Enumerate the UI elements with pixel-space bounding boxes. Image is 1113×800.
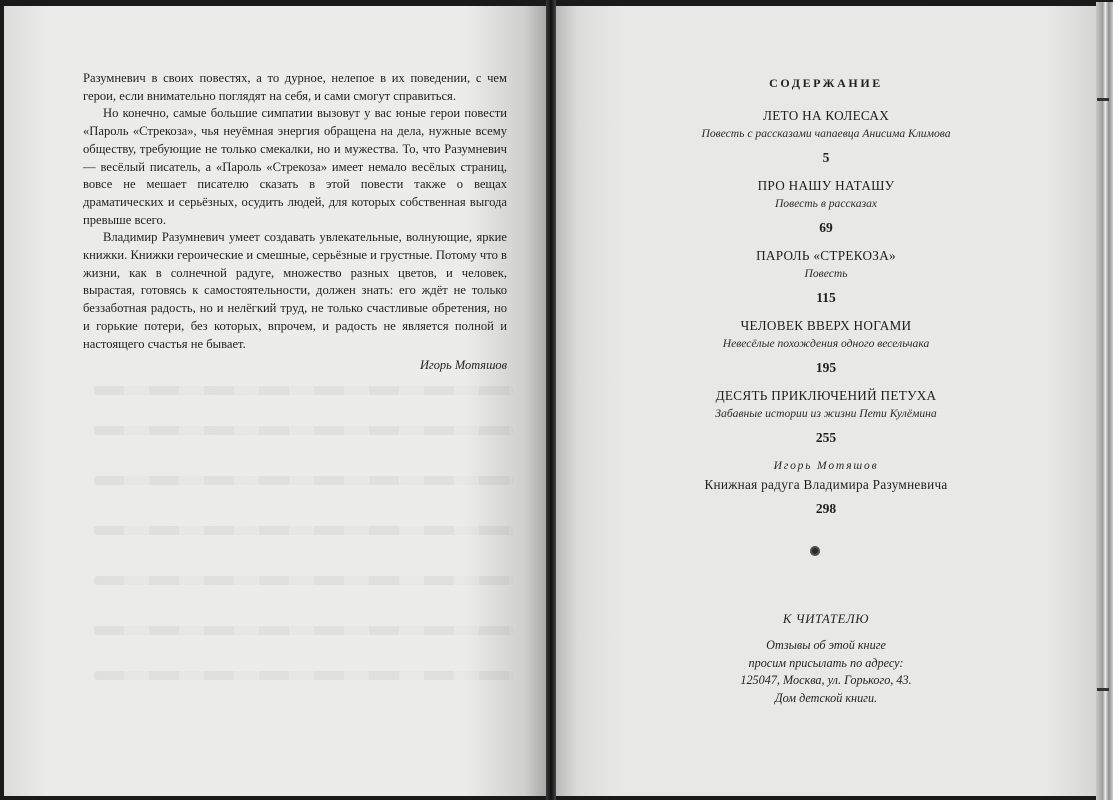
- reader-note-line: Отзывы об этой книге: [766, 638, 886, 652]
- toc-entry-subtitle: Повесть: [804, 267, 848, 280]
- page-edge: [1096, 2, 1113, 800]
- show-through-line: [94, 476, 514, 485]
- reader-note-line: Дом детской книги.: [774, 690, 878, 705]
- table-of-contents: [556, 0, 1096, 800]
- toc-entry-author: Игорь Мотяшов: [773, 459, 879, 472]
- toc-entry: [556, 108, 1096, 166]
- toc-entry-subtitle: Невесёлые похождения одного весельчака: [722, 337, 930, 350]
- reader-note-line: просим присылать по адресу:: [748, 655, 904, 670]
- author-signature: Игорь Мотяшов: [419, 358, 507, 372]
- reader-note: [556, 637, 1096, 707]
- toc-entry-title: ДЕСЯТЬ ПРИКЛЮЧЕНИЙ ПЕТУХА: [715, 388, 937, 403]
- toc-entry: [556, 388, 1096, 446]
- toc-entry-page: 298: [815, 501, 837, 516]
- show-through-line: [94, 386, 514, 395]
- toc-entry-title: ПРО НАШУ НАТАШУ: [757, 178, 895, 193]
- show-through-line: [94, 576, 514, 585]
- reader-note-heading: К ЧИТАТЕЛЮ: [782, 612, 870, 626]
- paragraph: Разумневич в своих повестях, а то дурное, нелепое в их поведении, с чем герои, если внимательно поглядят на себя, и сами смогут справиться.: [83, 71, 507, 103]
- toc-entry-subtitle: Повесть в рассказах: [774, 197, 878, 210]
- toc-entry-title: ЧЕЛОВЕК ВВЕРХ НОГАМИ: [740, 318, 912, 333]
- toc-entry-subtitle: Повесть с рассказами чапаевца Анисима Климова: [701, 127, 951, 140]
- toc-entry: [556, 248, 1096, 306]
- toc-entry-page: 5: [822, 150, 830, 165]
- afterword-text: [83, 70, 507, 353]
- toc-entry: [556, 178, 1096, 236]
- toc-entry-page: 115: [816, 290, 836, 305]
- toc-entry-page: 69: [819, 220, 833, 235]
- show-through-line: [94, 426, 514, 435]
- edge-mark: [1097, 98, 1109, 101]
- toc-entry-page: 255: [815, 430, 837, 445]
- show-through-line: [94, 671, 514, 680]
- ornament-dot: [810, 546, 820, 556]
- show-through-line: [94, 626, 514, 635]
- edge-mark: [1097, 688, 1109, 691]
- toc-entry-title: Книжная радуга Владимира Разумневича: [704, 477, 948, 492]
- paragraph: Владимир Разумневич умеет создавать увлекательные, волнующие, яркие книжки. Книжки героические и смешные, серьёзные и грустные. Потому что в жизни, как в солнечной радуге, множество разных цветов, и человек, вырастая, готовясь к самостоятельности, должен знать: его ждёт не только беззаботная радость, но и нелёгкий труд, не только счастливые обретения, но и горькие потери, без которых, впрочем, и радость не является полной и настоящего счастья не бывает.: [83, 230, 507, 351]
- toc-entry-title: ЛЕТО НА КОЛЕСАХ: [762, 108, 890, 123]
- toc-entry: [556, 459, 1096, 517]
- paragraph: Но конечно, самые большие симпатии вызовут у вас юные герои повести «Пароль «Стрекоза», чья неуёмная энергия обращена на дела, нужные всему обществу, требующие не только смекалки, но и мужества. То, что Разумневич — весёлый писатель, а «Пароль «Стрекоза» имеет немало весёлых страниц, вовсе не мешает писателю сказать в этой повести также о вещах драматических и серьёзных, осудить людей, для которых собственная выгода превыше всего.: [83, 106, 507, 227]
- toc-entry-subtitle: Забавные истории из жизни Пети Кулёмина: [715, 407, 937, 420]
- reader-note-line: 125047, Москва, ул. Горького, 43.: [740, 673, 912, 687]
- toc-entry: [556, 318, 1096, 376]
- book-spine-gutter: [546, 0, 556, 800]
- toc-entry-page: 195: [815, 360, 837, 375]
- toc-entry-title: ПАРОЛЬ «СТРЕКОЗА»: [756, 248, 896, 263]
- show-through-line: [94, 526, 514, 535]
- toc-heading: СОДЕРЖАНИЕ: [769, 76, 883, 90]
